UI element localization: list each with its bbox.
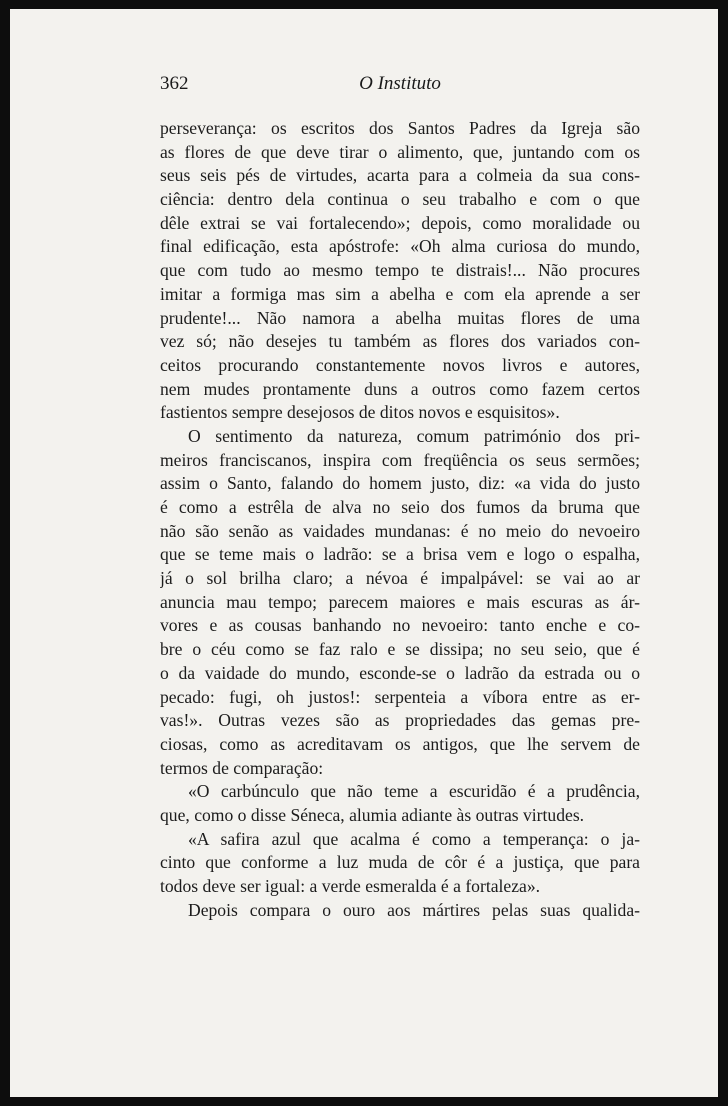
text-line: ciosas, como as acreditavam os antigos, que lhe servem de	[160, 733, 640, 754]
text-line: que com tudo ao mesmo tempo te distrais!... Não procures	[160, 260, 640, 281]
text-line: vas!». Outras vezes são as propriedades das gemas pre-	[160, 710, 640, 731]
text-line: «A safira azul que acalma é como a temperança: o ja-	[188, 828, 640, 849]
text-line: meiros franciscanos, inspira com freqüência os seus sermões;	[160, 449, 640, 470]
text-line: que, como o disse Séneca, alumia adiante às outras virtudes.	[160, 804, 585, 825]
text-line: é como a estrêla de alva no seio dos fumos da bruma que	[160, 497, 640, 517]
text-line: fastientos sempre desejosos de ditos novos e esquisitos».	[160, 402, 560, 423]
text-line: seus seis pés de virtudes, acarta para a colmeia da sua cons-	[160, 165, 640, 186]
text-line: bre o céu como se faz ralo e se dissipa; no seu seio, que é	[160, 639, 640, 660]
text-line: anuncia mau tempo; parecem maiores e mais escuras as ár-	[160, 591, 640, 612]
text-line: vores e as cousas banhando no nevoeiro: tanto enche e co-	[160, 615, 640, 636]
text-line: perseverança: os escritos dos Santos Padres da Igreja são	[160, 118, 640, 138]
text-line: Depois compara o ouro aos mártires pelas suas qualida-	[188, 899, 640, 920]
book-page	[10, 9, 718, 1097]
text-line: assim o Santo, falando do homem justo, diz: «a vida do justo	[160, 473, 640, 494]
text-line: já o sol brilha claro; a névoa é impalpável: se vai ao ar	[160, 568, 640, 589]
running-title: O Instituto	[359, 73, 441, 94]
text-line: nem mudes prontamente duns a outros como fazem certos	[160, 378, 640, 399]
text-line: que se teme mais o ladrão: se a brisa vem e logo o espalha,	[160, 544, 640, 565]
text-line: ceitos procurando constantemente novos livros e autores,	[160, 354, 640, 375]
text-line: dêle extrai se vai fortalecendo»; depois, como moralidade ou	[160, 212, 640, 233]
text-line: final edificação, esta apóstrofe: «Oh alma curiosa do mundo,	[160, 236, 640, 257]
text-line: pecado: fugi, oh justos!: serpenteia a víbora entre as er-	[160, 686, 640, 707]
text-line: imitar a formiga mas sim a abelha e com ela aprende a ser	[160, 283, 640, 304]
text-line: as flores de que deve tirar o alimento, que, juntando com os	[160, 141, 640, 162]
text-line: cinto que conforme a luz muda de côr é a justiça, que para	[160, 852, 640, 873]
text-line: O sentimento da natureza, comum património dos pri-	[188, 425, 640, 446]
text-line: o da vaidade do mundo, esconde-se o ladrão da estrada ou o	[160, 662, 640, 683]
text-line: todos deve ser igual: a verde esmeralda é a fortaleza».	[160, 876, 541, 896]
text-line: vez só; não desejes tu também as flores dos variados con-	[160, 331, 640, 352]
text-line: termos de comparação:	[160, 757, 324, 778]
text-line: «O carbúnculo que não teme a escuridão é a prudência,	[188, 781, 640, 802]
body-text	[160, 117, 640, 922]
text-line: não são senão as vaidades mundanas: é no meio do nevoeiro	[160, 520, 640, 541]
text-line: ciência: dentro dela continua o seu trabalho e com o que	[160, 189, 640, 210]
page-header	[160, 73, 640, 99]
text-line: prudente!... Não namora a abelha muitas flores de uma	[160, 307, 640, 328]
page-number: 362	[160, 73, 189, 94]
